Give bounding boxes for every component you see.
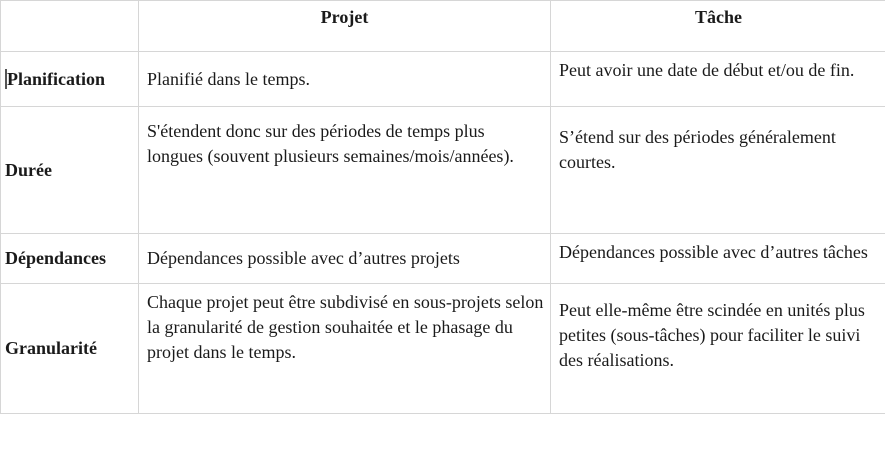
cell-tache: Peut avoir une date de début et/ou de fin.	[551, 52, 885, 107]
table-row	[1, 234, 885, 284]
header-projet: Projet	[139, 1, 551, 52]
table-row	[1, 107, 885, 234]
cell-tache: Dépendances possible avec d’autres tâches	[551, 234, 885, 284]
cell-tache: S’étend sur des périodes généralement courtes.	[551, 107, 885, 234]
row-label-planification: Planification	[1, 52, 139, 107]
row-label-dependances: Dépendances	[1, 234, 139, 284]
row-label-granularite: Granularité	[1, 284, 139, 414]
row-label-duree: Durée	[1, 107, 139, 234]
table-row	[1, 284, 885, 414]
table-row	[1, 52, 885, 107]
header-tache: Tâche	[551, 1, 885, 52]
cell-projet: Planifié dans le temps.	[139, 52, 551, 107]
cell-projet: Dépendances possible avec d’autres projets	[139, 234, 551, 284]
cell-projet: Chaque projet peut être subdivisé en sous-projets selon la granularité de gestion souhaitée et le phasage du projet dans le temps.	[139, 284, 551, 414]
cell-projet: S'étendent donc sur des périodes de temps plus longues (souvent plusieurs semaines/mois/années).	[139, 107, 551, 234]
header-empty	[1, 1, 139, 52]
header-row	[1, 1, 885, 52]
cell-tache: Peut elle-même être scindée en unités plus petites (sous-tâches) pour faciliter le suivi des réalisations.	[551, 284, 885, 414]
